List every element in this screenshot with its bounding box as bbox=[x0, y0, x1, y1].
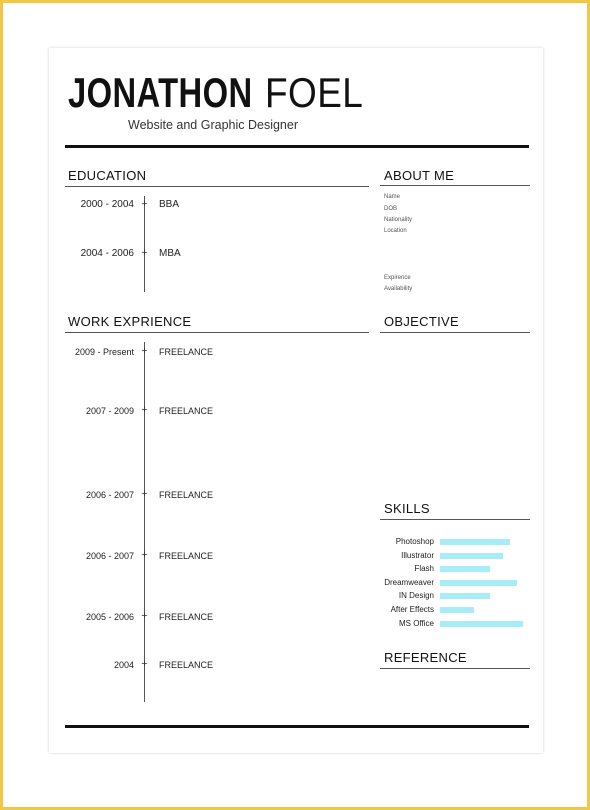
resume-sheet bbox=[49, 48, 543, 753]
education-degree: MBA bbox=[159, 248, 181, 259]
work-date: 2006 - 2007 bbox=[85, 551, 134, 561]
skill-level-bar bbox=[440, 580, 517, 586]
resume-name bbox=[68, 69, 364, 116]
work-timeline bbox=[144, 342, 145, 702]
skill-level-bar bbox=[440, 553, 503, 559]
skill-level-bar bbox=[440, 539, 510, 545]
about-label: Location bbox=[384, 228, 407, 234]
objective-heading: OBJECTIVE bbox=[384, 314, 459, 329]
education-degree: BBA bbox=[159, 199, 180, 210]
timeline-plus-icon: + bbox=[141, 404, 148, 416]
skill-name: After Effects bbox=[390, 605, 434, 614]
work-role: FREELANCE bbox=[159, 612, 214, 622]
about-label: Nationality bbox=[384, 217, 413, 223]
skill-level-bar bbox=[440, 621, 523, 627]
skill-level-track bbox=[440, 593, 530, 599]
skills-divider bbox=[380, 519, 530, 520]
skill-name: IN Design bbox=[398, 591, 434, 601]
about-label: Availability bbox=[384, 286, 413, 292]
work-date: 2009 - Present bbox=[74, 347, 134, 357]
education-divider bbox=[65, 186, 369, 187]
skill-level-track bbox=[440, 539, 530, 545]
work-date: 2006 - 2007 bbox=[85, 490, 134, 500]
skill-level-bar bbox=[440, 566, 490, 572]
reference-divider bbox=[380, 668, 530, 669]
timeline-plus-icon: + bbox=[141, 198, 148, 210]
work-role: FREELANCE bbox=[159, 406, 214, 416]
reference-heading: REFERENCE bbox=[384, 650, 467, 665]
about-heading: ABOUT ME bbox=[384, 168, 455, 183]
work-role: FREELANCE bbox=[159, 490, 214, 500]
education-date: 2004 - 2006 bbox=[80, 248, 134, 259]
timeline-plus-icon: + bbox=[141, 488, 148, 500]
work-role: FREELANCE bbox=[159, 551, 214, 561]
footer-divider bbox=[65, 725, 529, 728]
objective-divider bbox=[380, 332, 530, 333]
work-heading: WORK EXPRIENCE bbox=[68, 314, 192, 329]
timeline-plus-icon: + bbox=[141, 345, 148, 357]
skill-name: Illustrator bbox=[401, 550, 434, 560]
about-label: Name bbox=[384, 194, 401, 200]
skill-level-track bbox=[440, 566, 530, 572]
work-date: 2004 bbox=[113, 660, 134, 670]
work-role: FREELANCE bbox=[159, 660, 214, 670]
skill-level-bar bbox=[440, 607, 474, 613]
about-divider bbox=[380, 185, 530, 186]
work-divider bbox=[65, 332, 369, 333]
skill-level-track bbox=[440, 607, 530, 613]
work-date: 2005 - 2006 bbox=[85, 612, 134, 622]
job-title: Website and Graphic Designer bbox=[128, 118, 298, 132]
timeline-plus-icon: + bbox=[141, 549, 148, 561]
skill-level-bar bbox=[440, 593, 490, 599]
timeline-plus-icon: + bbox=[141, 610, 148, 622]
education-timeline bbox=[144, 196, 145, 292]
work-date: 2007 - 2009 bbox=[85, 406, 134, 416]
first-name: JONATHON bbox=[68, 69, 253, 116]
skill-name: Photoshop bbox=[395, 537, 434, 546]
work-role: FREELANCE bbox=[159, 347, 214, 357]
skill-name: Flash bbox=[414, 564, 434, 574]
skill-level-track bbox=[440, 621, 530, 627]
skill-name: MS Office bbox=[399, 618, 434, 628]
about-label: DOB bbox=[384, 206, 398, 212]
education-heading: EDUCATION bbox=[68, 168, 147, 183]
last-name: FOEL bbox=[265, 69, 364, 116]
skill-level-track bbox=[440, 580, 530, 586]
about-label: Expirence bbox=[384, 275, 411, 281]
timeline-plus-icon: + bbox=[141, 658, 148, 670]
education-date: 2000 - 2004 bbox=[80, 199, 134, 210]
timeline-plus-icon: + bbox=[141, 247, 148, 259]
skills-heading: SKILLS bbox=[384, 501, 430, 516]
header-divider bbox=[65, 145, 529, 148]
skill-name: Dreamweaver bbox=[384, 577, 434, 587]
skill-level-track bbox=[440, 553, 530, 559]
